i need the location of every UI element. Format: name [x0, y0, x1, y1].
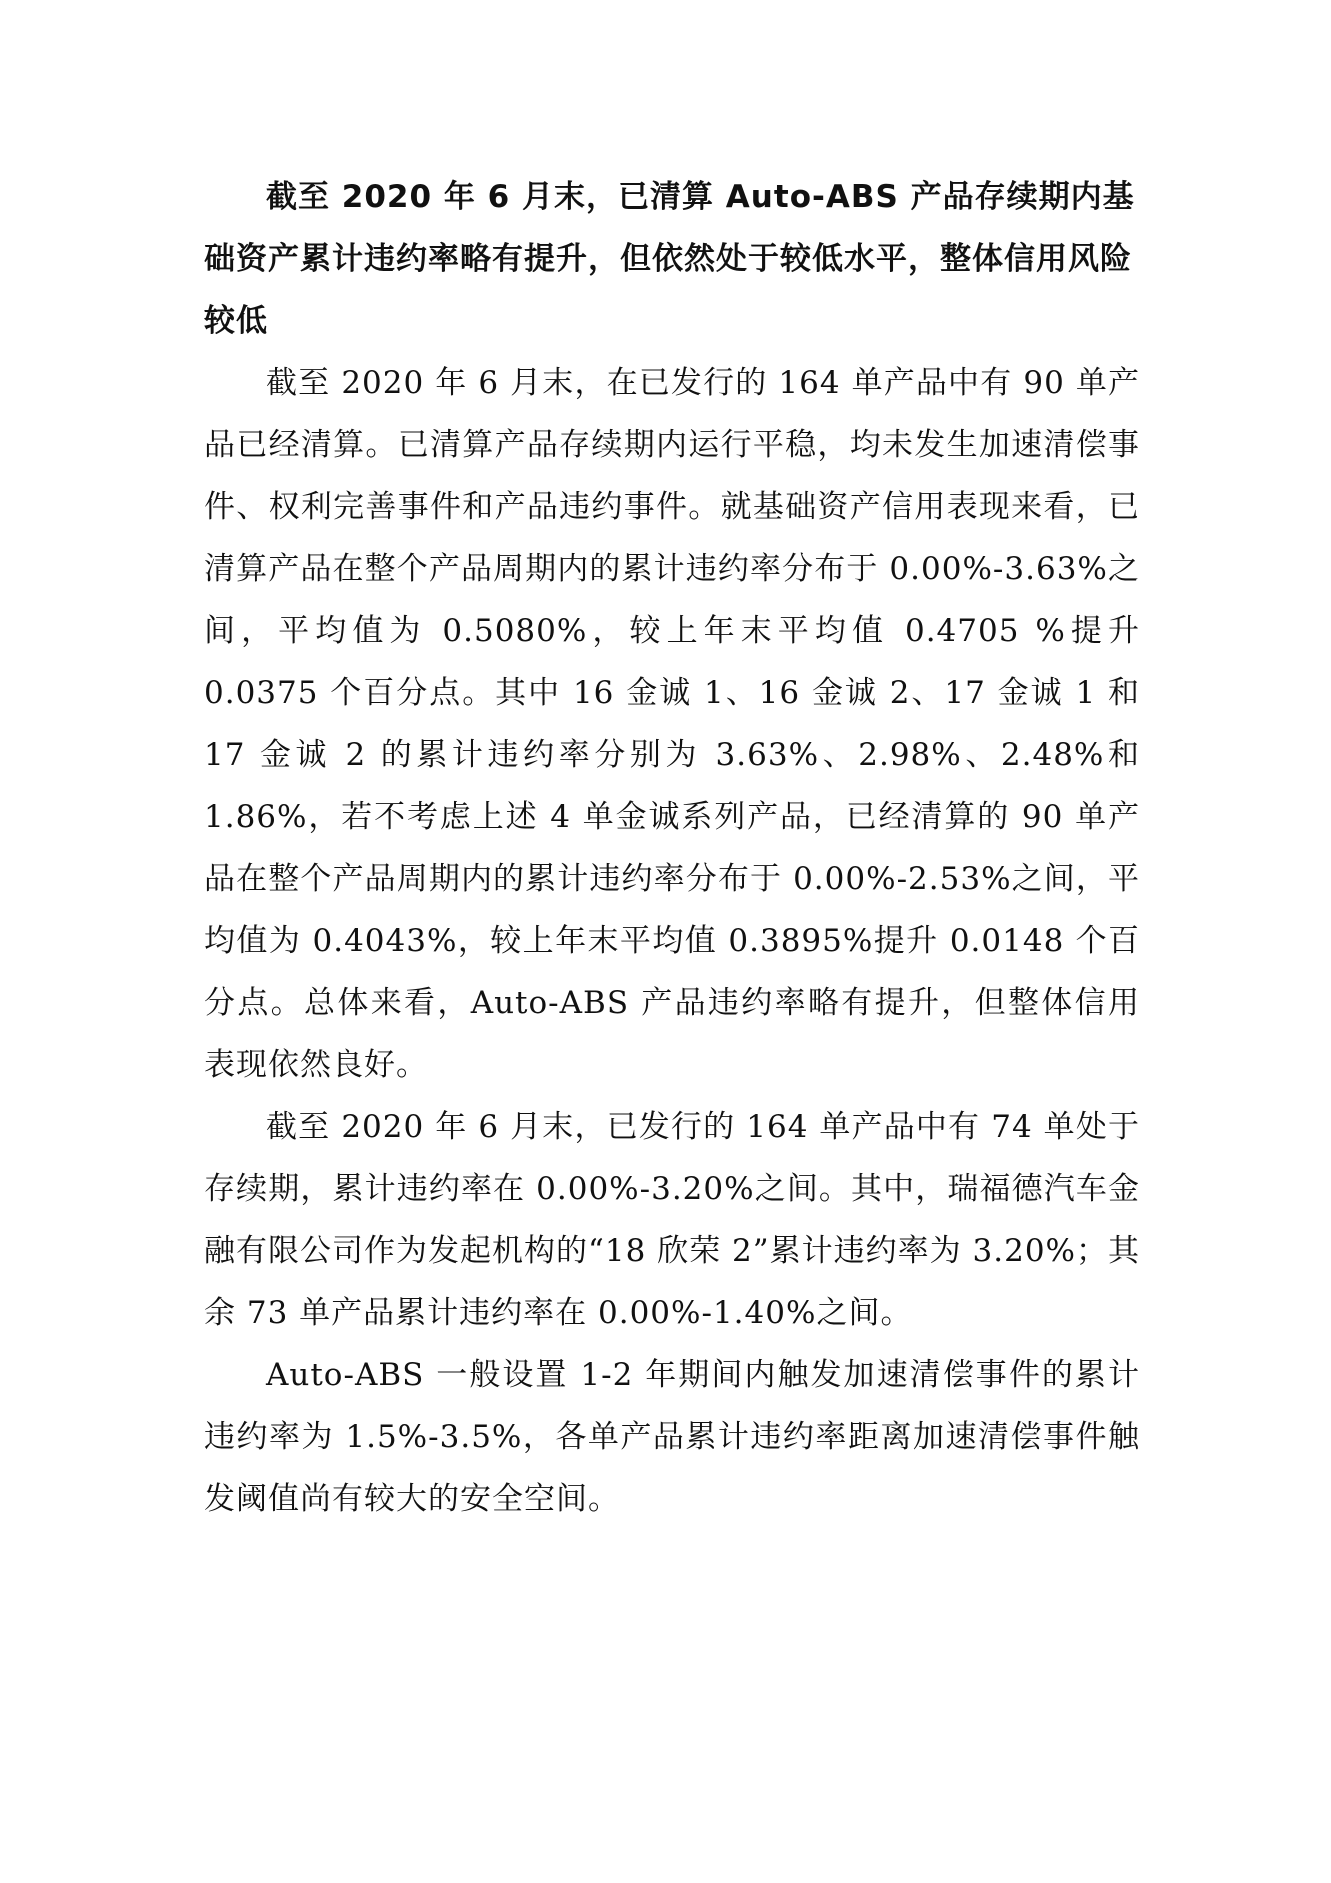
paragraph-trigger-threshold: Auto-ABS 一般设置 1-2 年期间内触发加速清偿事件的累计违约率为 1.5%-3.5%，各单产品累计违约率距离加速清偿事件触发阈值尚有较大的安全空间。	[204, 1357, 1140, 1517]
paragraph-cleared-products: 截至 2020 年 6 月末，在已发行的 164 单产品中有 90 单产品已经清算。已清算产品存续期内运行平稳，均未发生加速清偿事件、权利完善事件和产品违约事件。就基础资产信用表现来看，已清算产品在整个产品周期内的累计违约率分布于 0.00%-3.63%之间，平均值为 0.5080%，较上年末平均值 0.4705 %提升 0.0375 个百分点。其中 16 金诚 1、16 金诚 2、17 金诚 1 和 17 金诚 2 的累计违约率分别为 3.63%、2.98%、2.48%和 1.86%，若不考虑上述 4 单金诚系列产品，已经清算的 90 单产品在整个产品周期内的累计违约率分布于 0.00%-2.53%之间，平均值为 0.4043%，较上年末平均值 0.3895%提升 0.0148 个百分点。总体来看，Auto-ABS 产品违约率略有提升，但整体信用表现依然良好。	[204, 365, 1140, 1083]
document-body	[204, 166, 1140, 1530]
paragraph-outstanding-products: 截至 2020 年 6 月末，已发行的 164 单产品中有 74 单处于存续期，累计违约率在 0.00%-3.20%之间。其中，瑞福德汽车金融有限公司作为发起机构的“18 欣荣 2”累计违约率为 3.20%；其余 73 单产品累计违约率在 0.00%-1.40%之间。	[204, 1109, 1140, 1331]
section-heading: 截至 2020 年 6 月末，已清算 Auto-ABS 产品存续期内基础资产累计违约率略有提升，但依然处于较低水平，整体信用风险较低	[204, 179, 1135, 339]
